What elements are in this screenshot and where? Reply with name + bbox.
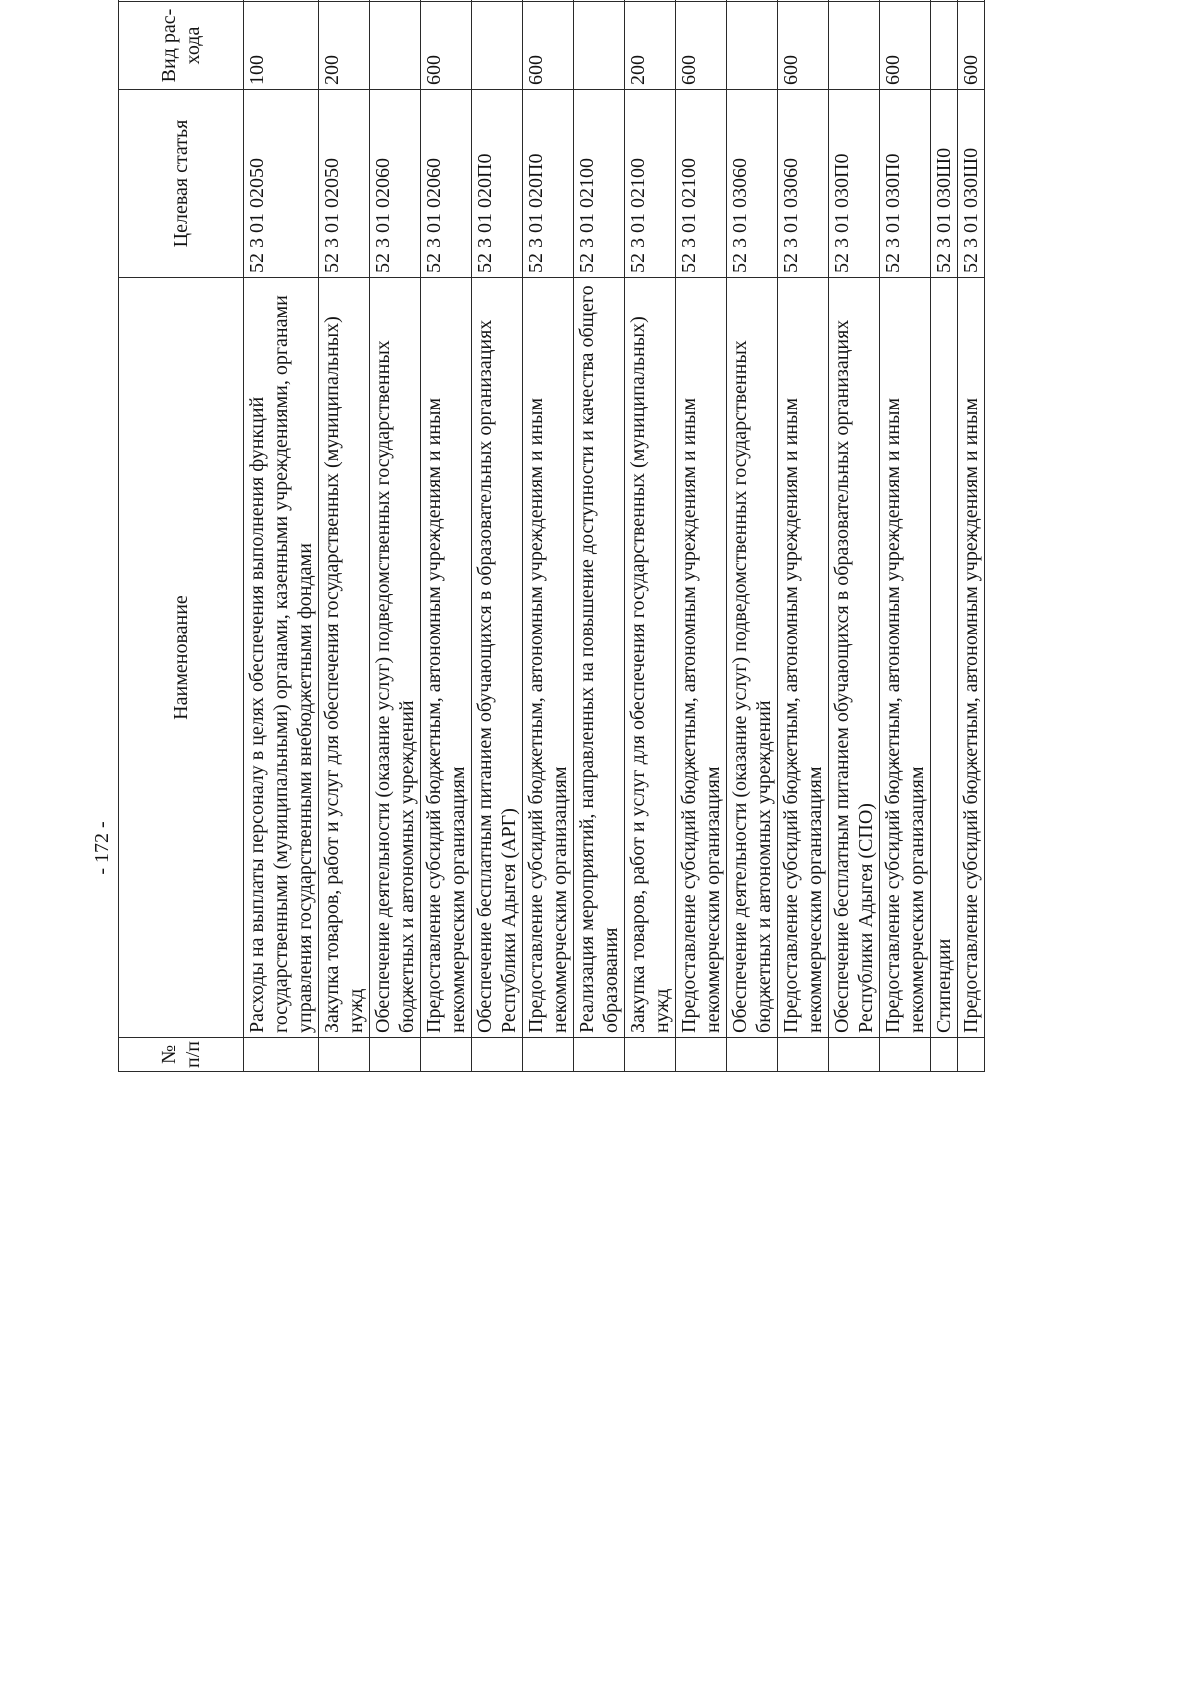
row-expense-type-cell: 600 [958,2,985,90]
row-number-cell [319,1038,370,1072]
row-target-article-cell: 52 3 01 02100 [676,90,727,278]
row-name-cell: Предоставление субсидий бюджетным, автономным учреждениям и иным некоммерческим организациям [880,278,931,1038]
row-target-article-cell: 52 3 01 03060 [778,90,829,278]
row-expense-type-cell: 600 [778,2,829,90]
table-row [880,0,931,1072]
row-number-cell [523,1038,574,1072]
table-row [319,0,370,1072]
row-sum-2026-cell [523,0,574,2]
table-row [958,0,985,1072]
table-row [625,0,676,1072]
table-row [778,0,829,1072]
row-target-article-cell: 52 3 01 02100 [625,90,676,278]
table-row [244,0,319,1072]
row-sum-2026-cell [880,0,931,2]
row-number-cell [958,1038,985,1072]
row-sum-2026-cell [676,0,727,2]
row-sum-2026-cell [370,0,421,2]
row-number-cell [778,1038,829,1072]
row-number-cell [574,1038,625,1072]
row-sum-2026-cell [931,0,958,2]
table-row [574,0,625,1072]
row-target-article-cell: 52 3 01 03060 [727,90,778,278]
row-expense-type-cell: 600 [523,2,574,90]
row-expense-type-cell: 200 [625,2,676,90]
row-target-article-cell: 52 3 01 030П0 [829,90,880,278]
row-name-cell: Закупка товаров, работ и услуг для обеспечения государственных (муниципальных) нужд [625,278,676,1038]
header-number: № п/п [119,1038,244,1072]
row-number-cell [931,1038,958,1072]
row-number-cell [244,1038,319,1072]
row-expense-type-cell [574,2,625,90]
row-expense-type-cell: 600 [421,2,472,90]
row-name-cell: Предоставление субсидий бюджетным, автономным учреждениям и иным [958,278,985,1038]
row-name-cell: Предоставление субсидий бюджетным, автономным учреждениям и иным некоммерческим организациям [523,278,574,1038]
row-target-article-cell: 52 3 01 02060 [370,90,421,278]
row-number-cell [370,1038,421,1072]
table-row [727,0,778,1072]
row-sum-2026-cell [727,0,778,2]
row-sum-2026-cell [574,0,625,2]
row-number-cell [676,1038,727,1072]
row-name-cell: Предоставление субсидий бюджетным, автономным учреждениям и иным некоммерческим организациям [778,278,829,1038]
row-expense-type-cell [727,2,778,90]
row-number-cell [421,1038,472,1072]
table-row [676,0,727,1072]
row-name-cell: Обеспечение бесплатным питанием обучающихся в образовательных организациях Республики Адыгея (СПО) [829,278,880,1038]
row-target-article-cell: 52 3 01 02100 [574,90,625,278]
row-name-cell: Расходы на выплаты персоналу в целях обеспечения выполнения функций государственными (муниципальными) органами, казенными учреждениями, органами управления государственными внебюджетными фондами [244,278,319,1038]
table-body [244,0,985,1072]
budget-table [118,0,985,1072]
row-name-cell: Предоставление субсидий бюджетным, автономным учреждениям и иным некоммерческим организациям [421,278,472,1038]
page-number: - 172 - [91,821,113,875]
row-sum-2026-cell [829,0,880,2]
row-target-article-cell: 52 3 01 030П0 [880,90,931,278]
row-sum-2026-cell [958,0,985,2]
row-number-cell [472,1038,523,1072]
header-target-article: Целевая статья [119,90,244,278]
row-sum-2026-cell [421,0,472,2]
header-expense-type: Вид рас-хода [119,2,244,90]
row-name-cell: Закупка товаров, работ и услуг для обеспечения государственных (муниципальных) нужд [319,278,370,1038]
row-target-article-cell: 52 3 01 030Ш0 [958,90,985,278]
row-expense-type-cell: 600 [880,2,931,90]
row-expense-type-cell [829,2,880,90]
row-number-cell [727,1038,778,1072]
table-row [829,0,880,1072]
row-expense-type-cell [931,2,958,90]
row-target-article-cell: 52 3 01 02060 [421,90,472,278]
row-name-cell: Обеспечение деятельности (оказание услуг) подведомственных государственных бюджетных и автономных учреждений [370,278,421,1038]
row-target-article-cell: 52 3 01 02050 [244,90,319,278]
row-name-cell: Обеспечение деятельности (оказание услуг) подведомственных государственных бюджетных и автономных учреждений [727,278,778,1038]
row-target-article-cell: 52 3 01 020П0 [472,90,523,278]
header-sum-2026 [119,0,244,2]
row-number-cell [880,1038,931,1072]
row-target-article-cell: 52 3 01 02050 [319,90,370,278]
row-name-cell: Реализация мероприятий, направленных на повышение доступности и качества общего образования [574,278,625,1038]
table-row [421,0,472,1072]
table-row [370,0,421,1072]
table-frame [118,8,1080,1578]
row-number-cell [829,1038,880,1072]
row-name-cell: Стипендии [931,278,958,1038]
table-row [523,0,574,1072]
row-sum-2026-cell [244,0,319,2]
table-row [931,0,958,1072]
row-name-cell: Обеспечение бесплатным питанием обучающихся в образовательных организациях Республики Адыгея (АРГ) [472,278,523,1038]
row-name-cell: Предоставление субсидий бюджетным, автономным учреждениям и иным некоммерческим организациям [676,278,727,1038]
rotated-table-container [118,0,1080,1072]
row-sum-2026-cell [778,0,829,2]
table-row [472,0,523,1072]
row-number-cell [625,1038,676,1072]
row-expense-type-cell [472,2,523,90]
row-target-article-cell: 52 3 01 030Ш0 [931,90,958,278]
table-header-row [119,0,244,1072]
header-name: Наименование [119,278,244,1038]
row-expense-type-cell [370,2,421,90]
row-expense-type-cell: 100 [244,2,319,90]
row-sum-2026-cell [472,0,523,2]
row-sum-2026-cell [319,0,370,2]
row-sum-2026-cell [625,0,676,2]
row-expense-type-cell: 600 [676,2,727,90]
row-target-article-cell: 52 3 01 020П0 [523,90,574,278]
row-expense-type-cell: 200 [319,2,370,90]
